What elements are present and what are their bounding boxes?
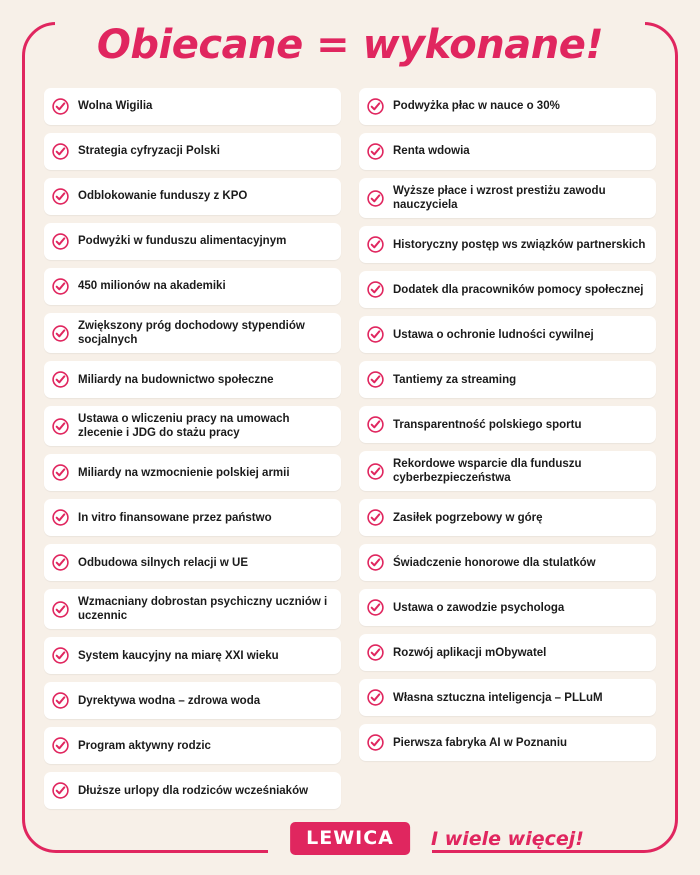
list-item-label: Renta wdowia (393, 145, 470, 158)
list-item (44, 544, 341, 581)
check-circle-icon (52, 278, 69, 295)
list-item (44, 133, 341, 170)
check-circle-icon (52, 371, 69, 388)
check-circle-icon (52, 647, 69, 664)
list-item (359, 499, 656, 536)
page-title: Obiecane = wykonane! (96, 22, 604, 68)
check-circle-icon (367, 599, 384, 616)
list-item (44, 637, 341, 674)
list-item-label: System kaucyjny na miarę XXI wieku (78, 649, 279, 662)
list-item-label: Wyższe płace i wzrost prestiżu zawodu nauczyciela (393, 185, 606, 212)
list-item-label: Zwiększony próg dochodowy stypendiów socjalnych (78, 320, 305, 347)
list-item-label: Transparentność polskiego sportu (393, 418, 582, 431)
check-circle-icon (367, 644, 384, 661)
list-item (44, 682, 341, 719)
list-item-label: Ustawa o wliczeniu pracy na umowach zlecenie i JDG do stażu pracy (78, 413, 290, 440)
check-circle-icon (367, 281, 384, 298)
check-circle-icon (52, 782, 69, 799)
list-item (359, 361, 656, 398)
check-circle-icon (367, 734, 384, 751)
list-item-label: Wzmacniany dobrostan psychiczny uczniów i uczennic (78, 596, 328, 623)
list-item-label: Tantiemy za streaming (393, 373, 517, 386)
list-item (44, 772, 341, 809)
check-circle-icon (52, 509, 69, 526)
list-item (359, 544, 656, 581)
list-item (359, 451, 656, 491)
check-circle-icon (367, 236, 384, 253)
list-item (44, 178, 341, 215)
list-item (359, 406, 656, 443)
list-item-label: Strategia cyfryzacji Polski (78, 145, 220, 158)
list-item (44, 454, 341, 491)
list-item-label: Wolna Wigilia (78, 100, 153, 113)
list-item (44, 589, 341, 629)
list-item-label: Rozwój aplikacji mObywatel (393, 646, 547, 659)
list-item-label: Dłuższe urlopy dla rodziców wcześniaków (78, 784, 309, 797)
list-item (44, 499, 341, 536)
list-item-label: Zasiłek pogrzebowy w górę (393, 511, 543, 524)
list-item-label: Ustawa o ochronie ludności cywilnej (393, 328, 594, 341)
check-circle-icon (367, 326, 384, 343)
list-item-label: Świadczenie honorowe dla stulatków (393, 556, 596, 569)
list-item-label: Odbudowa silnych relacji w UE (78, 556, 248, 569)
check-circle-icon (52, 554, 69, 571)
list-item (44, 313, 341, 353)
list-item (359, 133, 656, 170)
list-item (359, 316, 656, 353)
promise-lists (44, 88, 656, 809)
list-item-label: Podwyżka płac w nauce o 30% (393, 100, 560, 113)
check-circle-icon (367, 554, 384, 571)
list-item-label: Własna sztuczna inteligencja – PLLuM (393, 691, 603, 704)
list-item-label: Dyrektywa wodna – zdrowa woda (78, 694, 261, 707)
check-circle-icon (52, 98, 69, 115)
check-circle-icon (52, 143, 69, 160)
list-item (359, 679, 656, 716)
check-circle-icon (367, 190, 384, 207)
list-item (359, 178, 656, 218)
check-circle-icon (367, 371, 384, 388)
list-item (359, 634, 656, 671)
list-item (359, 226, 656, 263)
list-item (44, 88, 341, 125)
list-item-label: 450 milionów na akademiki (78, 280, 226, 293)
lewica-logo: LEWICA (290, 822, 410, 855)
list-item-label: Odblokowanie funduszy z KPO (78, 190, 248, 203)
list-item-label: Ustawa o zawodzie psychologa (393, 601, 565, 614)
check-circle-icon (52, 464, 69, 481)
check-circle-icon (52, 233, 69, 250)
list-item (359, 724, 656, 761)
list-item (359, 271, 656, 308)
check-circle-icon (52, 601, 69, 618)
more-text: I wiele więcej! (431, 828, 584, 850)
list-item (44, 727, 341, 764)
list-item (44, 268, 341, 305)
list-item (44, 361, 341, 398)
list-item (44, 223, 341, 260)
check-circle-icon (367, 98, 384, 115)
promise-column-right (359, 88, 656, 809)
list-item (359, 88, 656, 125)
check-circle-icon (52, 418, 69, 435)
check-circle-icon (367, 416, 384, 433)
check-circle-icon (367, 463, 384, 480)
check-circle-icon (367, 689, 384, 706)
check-circle-icon (52, 737, 69, 754)
check-circle-icon (367, 509, 384, 526)
check-circle-icon (52, 692, 69, 709)
list-item-label: In vitro finansowane przez państwo (78, 511, 272, 524)
list-item-label: Rekordowe wsparcie dla funduszu cyberbezpieczeństwa (393, 458, 582, 485)
list-item-label: Dodatek dla pracowników pomocy społecznej (393, 283, 644, 296)
check-circle-icon (52, 188, 69, 205)
list-item-label: Miliardy na budownictwo społeczne (78, 373, 274, 386)
check-circle-icon (52, 325, 69, 342)
list-item (44, 406, 341, 446)
check-circle-icon (367, 143, 384, 160)
list-item-label: Program aktywny rodzic (78, 739, 211, 752)
promise-column-left (44, 88, 341, 809)
list-item-label: Podwyżki w funduszu alimentacyjnym (78, 235, 287, 248)
list-item (359, 589, 656, 626)
list-item-label: Miliardy na wzmocnienie polskiej armii (78, 466, 290, 479)
list-item-label: Historyczny postęp ws związków partnerskich (393, 238, 646, 251)
list-item-label: Pierwsza fabryka AI w Poznaniu (393, 736, 568, 749)
